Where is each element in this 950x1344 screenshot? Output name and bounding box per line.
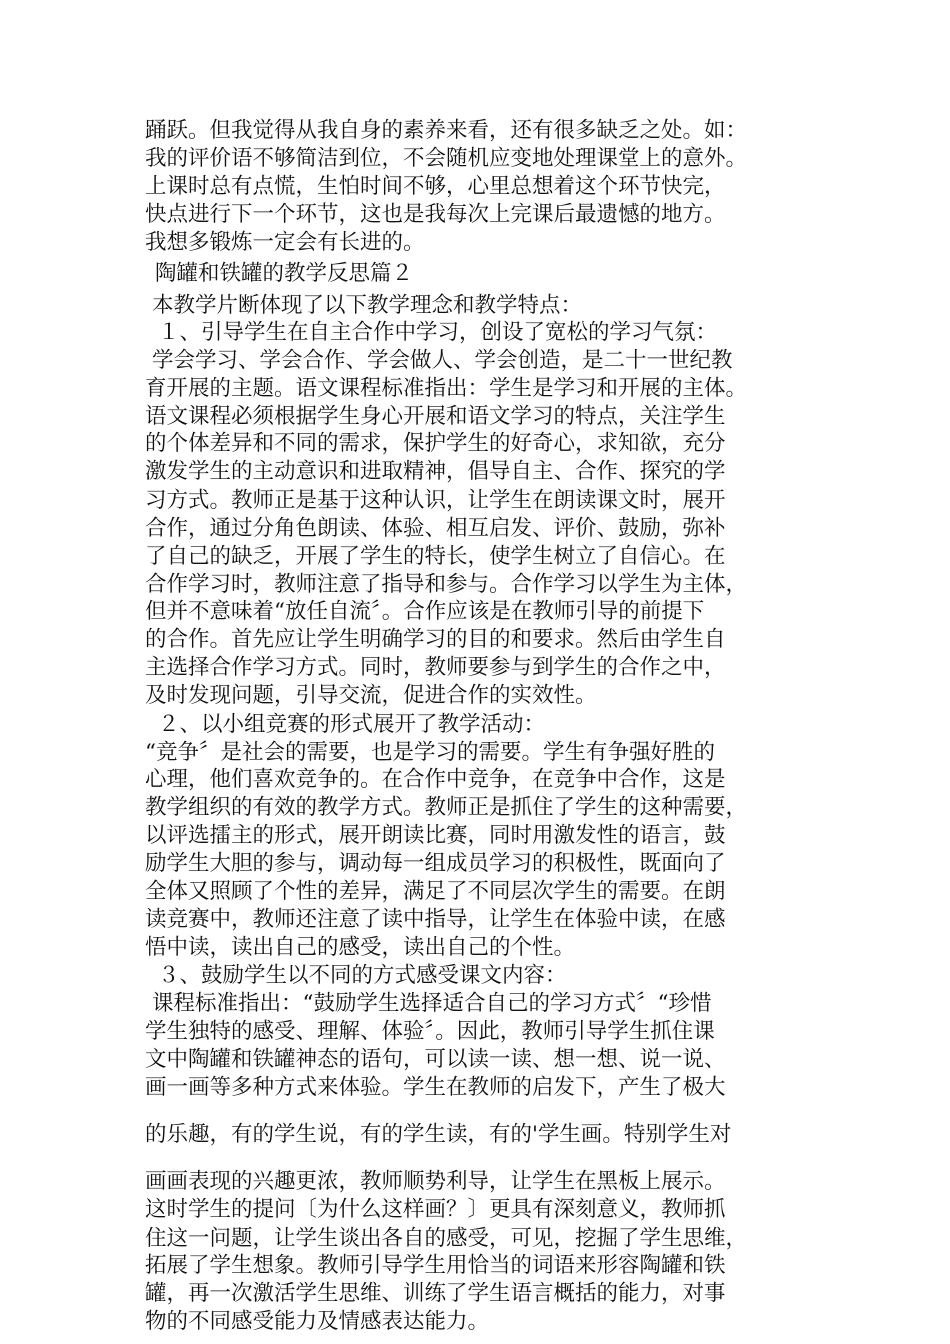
para1-line: 我的评价语不够简洁到位，不会随机应变地处理课堂上的意外。 bbox=[145, 146, 748, 172]
para1-line: 我想多锻炼一定会有长进的。 bbox=[145, 229, 425, 255]
para1-line: 踊跃。但我觉得从我自身的素养来看，还有很多缺乏之处。如： bbox=[145, 118, 748, 143]
point2-line: 以评选擂主的形式，展开朗读比赛，同时用激发性的语言，鼓 bbox=[145, 823, 726, 849]
point2-line: 励学生大胆的参与，调动每一组成员学习的积极性，既面向了 bbox=[145, 851, 726, 877]
point1-line: 主选择合作学习方式。同时，教师要参与到学生的合作之中， bbox=[145, 655, 726, 681]
point1-line: 育开展的主题。语文课程标准指出：学生是学习和开展的主体。 bbox=[145, 375, 748, 401]
point3-line: 文中陶罐和铁罐神态的语句，可以读一读、想一想、说一说、 bbox=[145, 1047, 726, 1073]
point3-title: ３、鼓励学生以不同的方式感受课文内容： bbox=[158, 962, 567, 988]
point3-line: 住这一问题，让学生谈出各自的感受，可见，挖掘了学生思维， bbox=[145, 1225, 748, 1251]
point2-title: ２、以小组竞赛的形式展开了教学活动： bbox=[158, 711, 546, 737]
point3-line: 物的不同感受能力及情感表达能力。 bbox=[145, 1309, 490, 1334]
point1-line: 的合作。首先应让学生明确学习的目的和要求。然后由学生自 bbox=[145, 627, 726, 653]
point2-line: 读竞赛中，教师还注意了读中指导，让学生在体验中读，在感 bbox=[145, 907, 726, 933]
point3-line: 课程标准指出：“鼓励学生选择适合自己的学习方式〞“珍惜 bbox=[152, 990, 712, 1016]
point1-line: 激发学生的主动意识和进取精神，倡导自主、合作、探究的学 bbox=[145, 459, 726, 485]
point3-line: 的乐趣，有的学生说，有的学生读，有的'学生画。特别学生对 bbox=[145, 1121, 732, 1147]
point2-line: “竞争〞是社会的需要，也是学习的需要。学生有争强好胜的 bbox=[145, 739, 715, 765]
point2-line: 全体又照顾了个性的差异，满足了不同层次学生的需要。在朗 bbox=[145, 879, 726, 905]
point1-line: 合作，通过分角色朗读、体验、相互启发、评价、鼓励，弥补 bbox=[145, 515, 726, 541]
point3-line: 这时学生的提问〔为什么这样画？〕更具有深刻意义，教师抓 bbox=[145, 1197, 726, 1223]
point1-line: 合作学习时，教师注意了指导和参与。合作学习以学生为主体， bbox=[145, 571, 748, 597]
point1-title: １、引导学生在自主合作中学习，创设了宽松的学习气氛： bbox=[158, 319, 718, 345]
point3-line: 学生独特的感受、理解、体验〞。因此，教师引导学生抓住课 bbox=[145, 1019, 715, 1044]
point1-line: 及时发现问题，引导交流，促进合作的实效性。 bbox=[145, 683, 597, 709]
para1-line: 快点进行下一个环节，这也是我每次上完课后最遗憾的地方。 bbox=[145, 202, 726, 228]
point1-line: 语文课程必须根据学生身心开展和语文学习的特点，关注学生 bbox=[145, 404, 726, 430]
point3-line: 画画表现的兴趣更浓，教师顺势利导，让学生在黑板上展示。 bbox=[145, 1169, 726, 1195]
point2-line: 教学组织的有效的教学方式。教师正是抓住了学生的这种需要， bbox=[145, 794, 748, 820]
point1-line: 但并不意味着“放任自流〞。合作应该是在教师引导的前提下 bbox=[145, 599, 705, 625]
intro-line: 本教学片断体现了以下教学理念和教学特点： bbox=[152, 292, 583, 318]
point1-line: 的个体差异和不同的需求，保护学生的好奇心，求知欲，充分 bbox=[145, 431, 726, 457]
point3-line: 拓展了学生想象。教师引导学生用恰当的词语来形容陶罐和铁 bbox=[145, 1252, 726, 1278]
point1-line: 习方式。教师正是基于这种认识，让学生在朗读课文时，展开 bbox=[145, 487, 726, 513]
point2-line: 悟中读，读出自己的感受，读出自己的个性。 bbox=[145, 934, 576, 960]
point1-line: 学会学习、学会合作、学会做人、学会创造，是二十一世纪教 bbox=[152, 347, 733, 373]
para1-line: 上课时总有点慌，生怕时间不够，心里总想着这个环节快完， bbox=[145, 174, 726, 200]
point1-line: 了自己的缺乏，开展了学生的特长，使学生树立了自信心。在 bbox=[145, 543, 726, 569]
section-heading: 陶罐和铁罐的教学反思篇２ bbox=[155, 260, 414, 286]
point3-line: 罐，再一次激活学生思维、训练了学生语言概括的能力，对事 bbox=[145, 1280, 726, 1306]
point2-line: 心理，他们喜欢竞争的。在合作中竞争，在竞争中合作，这是 bbox=[145, 766, 726, 792]
point3-line: 画一画等多种方式来体验。学生在教师的启发下，产生了极大 bbox=[145, 1075, 726, 1101]
